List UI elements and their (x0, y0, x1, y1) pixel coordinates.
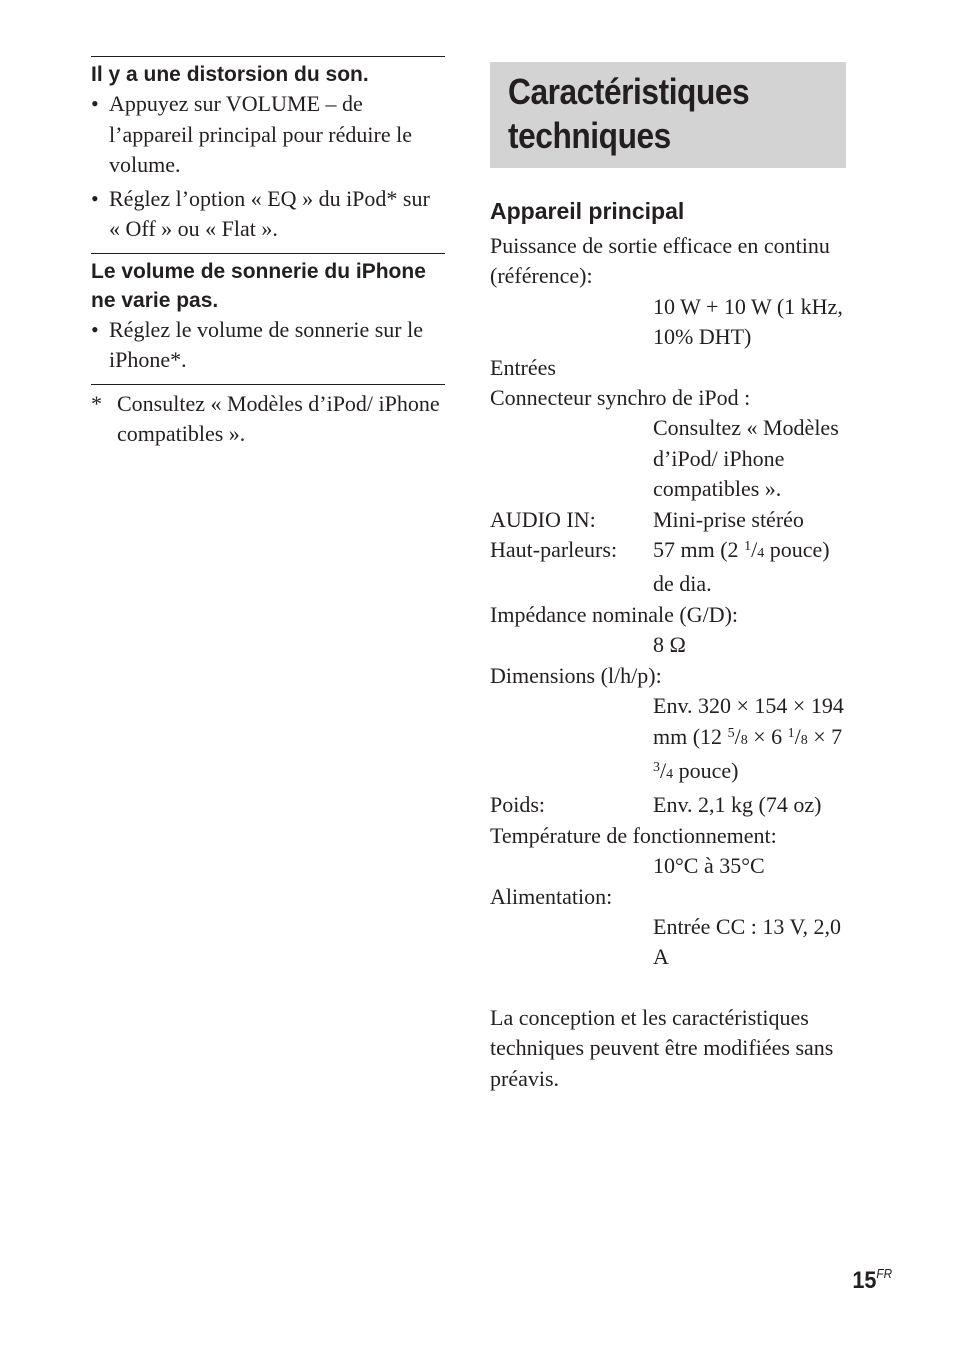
spec-row-speakers (490, 535, 846, 600)
list-item: • Réglez l’option « EQ » du iPod* sur « Off » ou « Flat ». (91, 184, 445, 245)
spec-label-dock: Connecteur synchro de iPod : (490, 385, 751, 411)
spec-value-dimensions: Env. 320 × 154 × 194 mm (12 $^5$/8 × 6 $^1$/8 × 7 $^3$/4 pouce) (653, 693, 844, 783)
spec-list (490, 231, 846, 973)
title-banner (490, 62, 846, 168)
spec-label-power: Puissance de sortie efficace en continu (référence): (490, 233, 830, 289)
spec-label-temperature: Température de fonctionnement: (490, 822, 777, 848)
spec-value-audio-in: Mini-prise stéréo (653, 506, 804, 532)
trouble-heading-distortion: Il y a une distorsion du son. (91, 63, 369, 86)
spec-row-audio-in (490, 505, 846, 535)
bullet-list (91, 315, 445, 376)
spec-label-power-supply: Alimentation: (490, 883, 613, 909)
list-item: • Appuyez sur VOLUME – de l’appareil principal pour réduire le volume. (91, 89, 445, 181)
spec-label-impedance: Impédance nominale (G/D): (490, 601, 739, 627)
footnote-text: Consultez « Modèles d’iPod/ iPhone compatibles ». (117, 390, 440, 446)
spec-value-dock: Consultez « Modèles d’iPod/ iPhone compatibles ». (653, 415, 839, 502)
left-column (91, 56, 445, 449)
spec-label-audio-in: AUDIO IN: (490, 506, 596, 532)
bullet-list (91, 89, 445, 245)
spec-value-power-supply: Entrée CC : 13 V, 2,0 A (653, 913, 842, 970)
spec-label-speakers: Haut-parleurs: (490, 537, 618, 563)
spec-label-dimensions: Dimensions (l/h/p): (490, 662, 662, 688)
spec-label-weight: Poids: (490, 792, 546, 818)
section-heading: Appareil principal (490, 198, 685, 224)
spec-row-weight (490, 790, 846, 820)
spec-value-weight: Env. 2,1 kg (74 oz) (653, 792, 822, 818)
right-column (490, 62, 846, 1116)
disclaimer-note: La conception et les caractéristiques techniques peuvent être modifiées sans préavis. (490, 1004, 834, 1091)
spec-value-impedance: 8 Ω (653, 632, 686, 658)
spec-value-speakers: 57 mm (2 $^1$/4 pouce) de dia. (653, 537, 830, 597)
language-code: FR (876, 1266, 892, 1281)
spec-value-power: 10 W + 10 W (1 kHz, 10% DHT) (653, 293, 843, 350)
page-number: $15^{FR}$ (852, 1266, 892, 1294)
list-item: • Réglez le volume de sonnerie sur le iPhone*. (91, 315, 445, 376)
spec-label-inputs: Entrées (490, 354, 556, 380)
page-title: Caractéristiques techniques (508, 71, 750, 156)
spec-value-temperature: 10°C à 35°C (653, 853, 765, 879)
trouble-heading-ringer-volume: Le volume de sonnerie du iPhone ne varie pas. (91, 259, 426, 312)
footnote-marker: * (91, 390, 102, 416)
footnote (91, 385, 445, 449)
